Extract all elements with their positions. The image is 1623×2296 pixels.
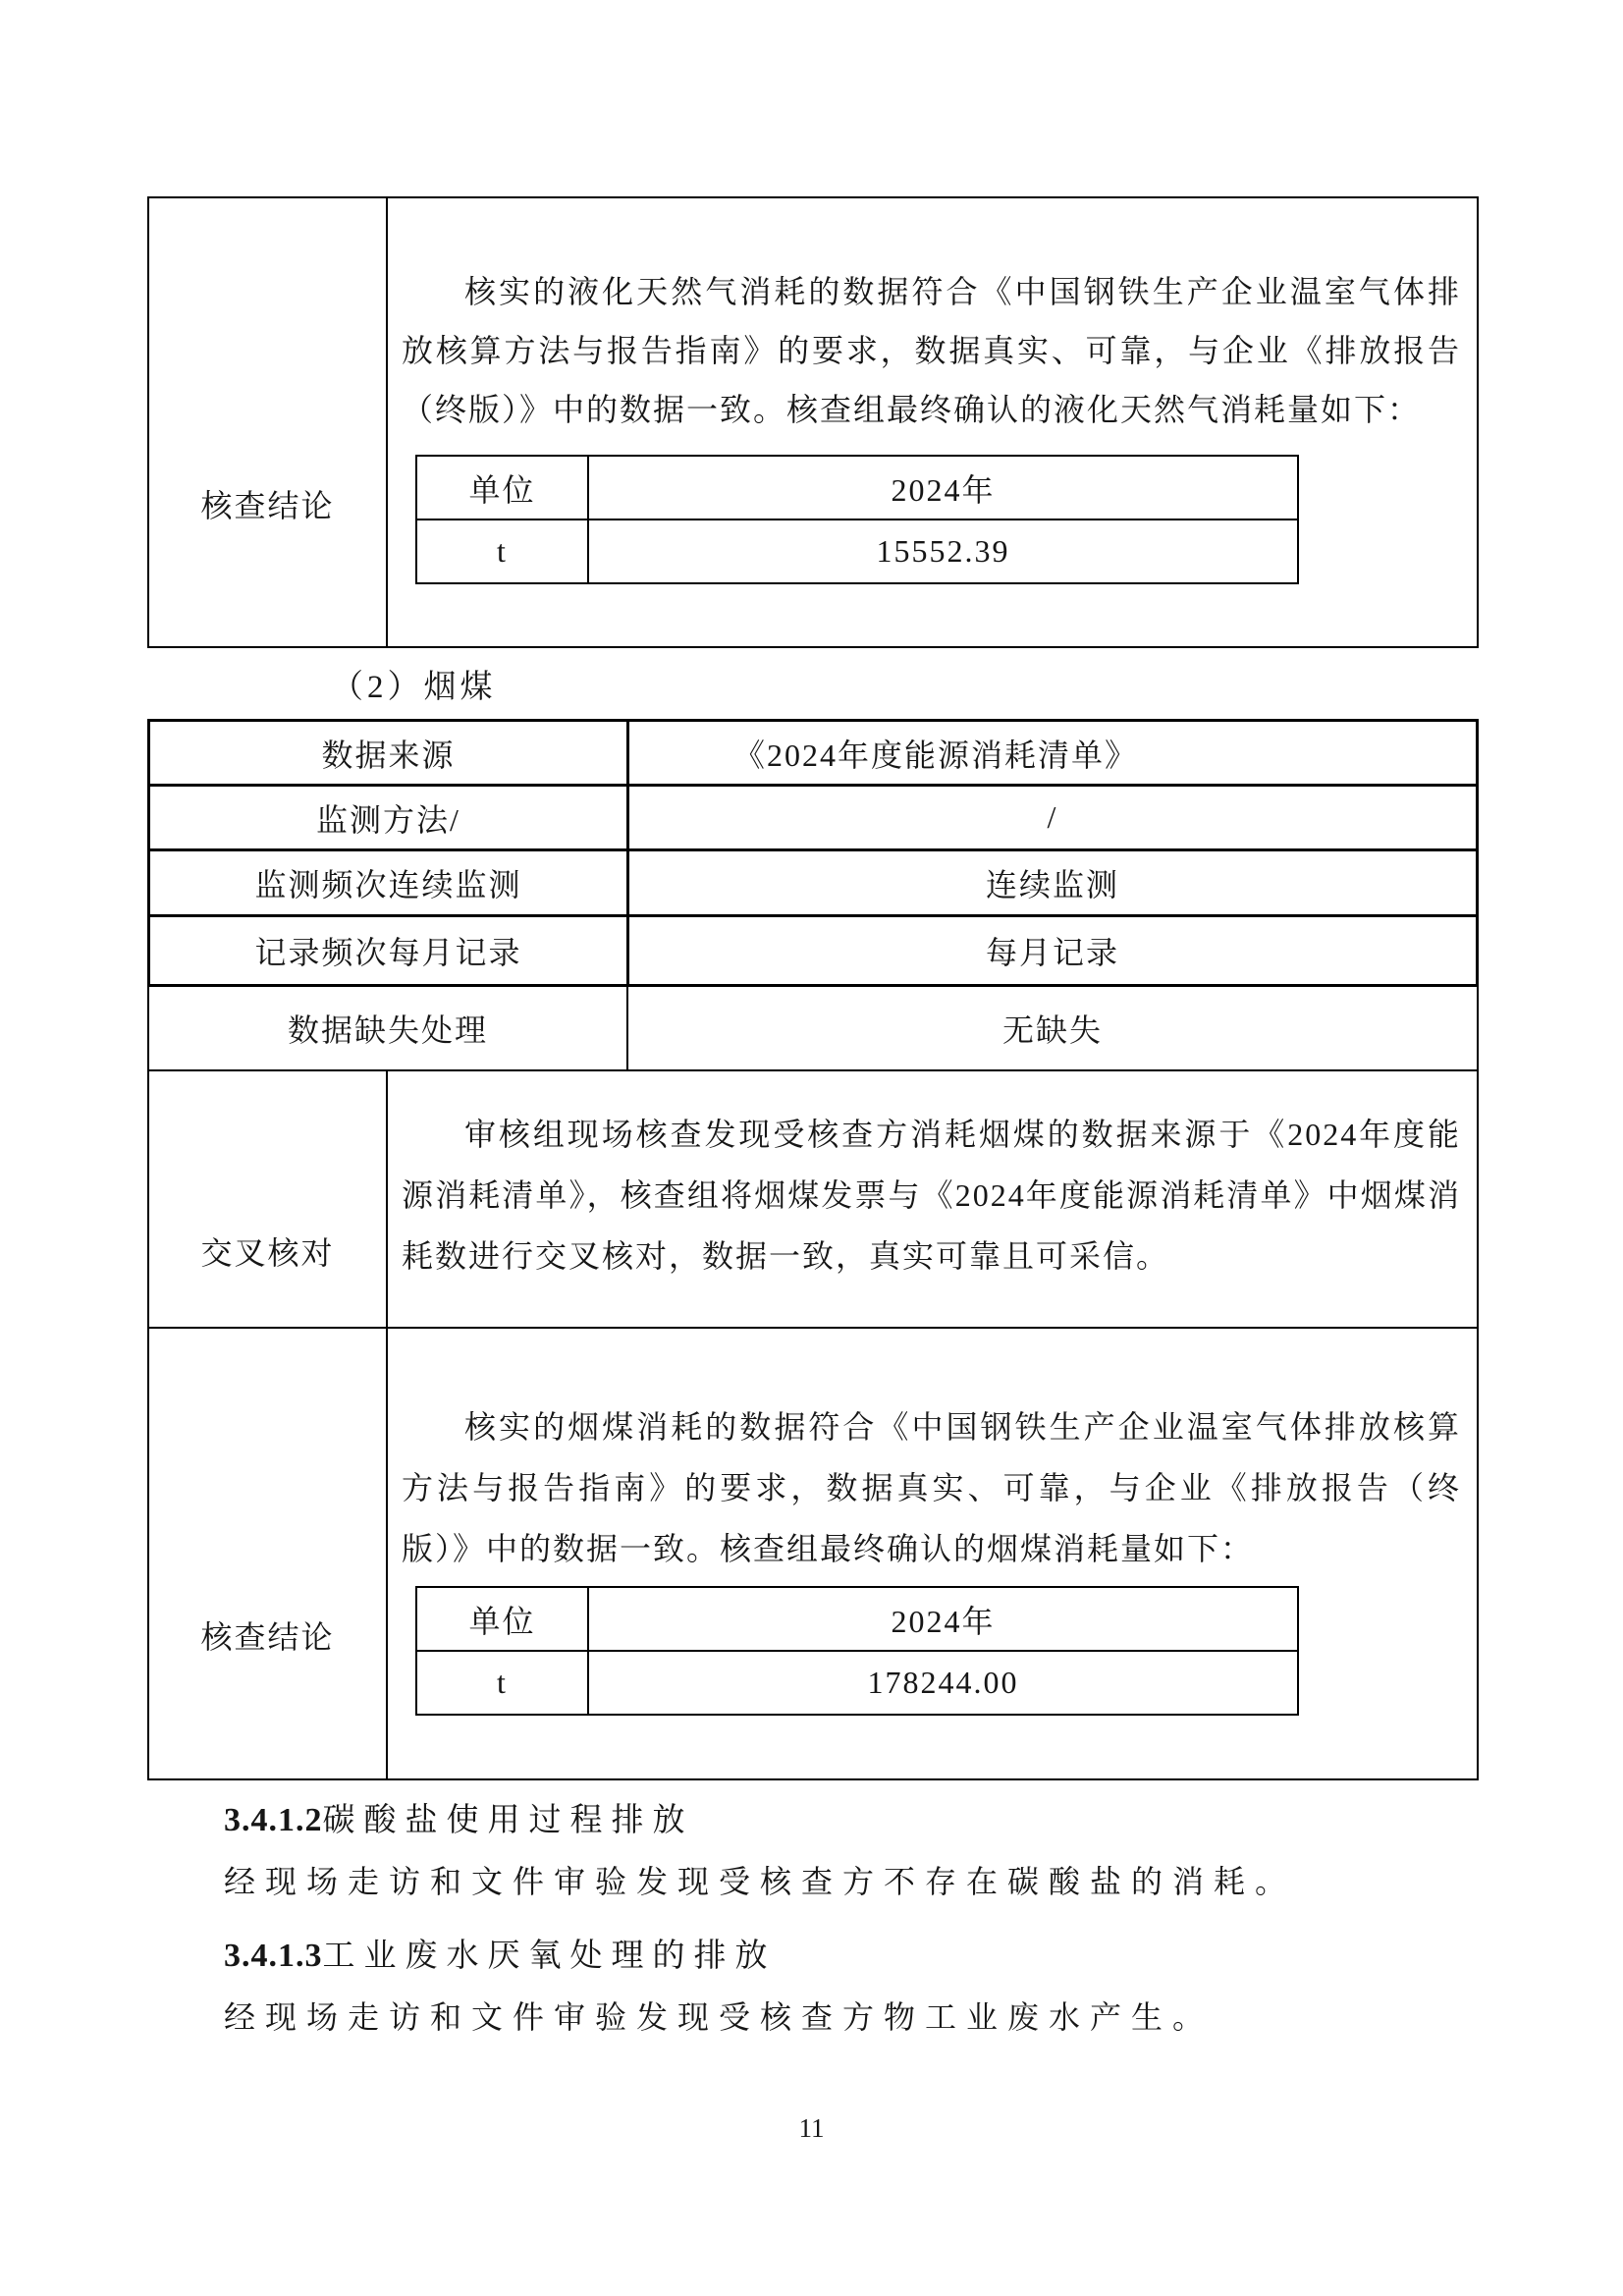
coal-conclusion-content-cell [388,1329,1477,1778]
table-row [149,987,1477,1071]
data-source-label: 数据来源 [321,737,456,773]
table-row [416,519,1298,583]
lng-conclusion-label: 核查结论 [200,488,335,523]
unit-value-cell: t [416,1651,588,1715]
coal-conclusion-label: 核查结论 [200,1619,335,1655]
monitoring-frequency-value: 连续监测 [985,867,1119,902]
table-row [150,787,1476,851]
table-row [416,1587,1298,1651]
record-frequency-value: 每月记录 [985,935,1119,970]
section-number: 3.4.1.2 [224,1802,323,1838]
table-row [416,1651,1298,1715]
cross-check-label: 交叉核对 [200,1235,335,1271]
coal-section-heading: （2）烟煤 [331,669,497,705]
lng-conclusion-content-cell [388,198,1477,646]
lng-conclusion-table [147,196,1479,648]
coal-conclusion-row [149,1329,1477,1778]
missing-data-label: 数据缺失处理 [287,1012,488,1048]
lng-conclusion-label-cell [149,198,388,646]
unit-header-cell: 单位 [416,456,588,519]
table-row [150,722,1476,787]
table-row [150,851,1476,917]
record-frequency-label-cell [150,917,629,984]
monitoring-method-label: 监测方法/ [316,801,460,838]
bottom-sections [224,1790,1479,2048]
data-source-value: 《2024年度能源消耗清单》 [732,737,1138,773]
section-body-3412: 经现场走访和文件审验发现受核查方不存在碳酸盐的消耗。 [224,1864,1297,1899]
monitoring-frequency-label-cell [150,851,629,914]
unit-value-cell: t [416,519,588,583]
year-header-cell: 2024年 [588,456,1298,519]
section-title: 工业废水厌氧处理的排放 [322,1939,777,1974]
coal-consumption-table [415,1586,1299,1716]
section-body-3413: 经现场走访和文件审验发现受核查方物工业废水产生。 [224,1999,1215,2035]
coal-conclusion-paragraph: 核实的烟煤消耗的数据符合《中国钢铁生产企业温室气体排放核算方法与报告指南》的要求，数据真实、可靠，与企业《排放报告（终版）》中的数据一致。核查组最终确认的烟煤消耗量如下： [402,1409,1461,1566]
section-number: 3.4.1.3 [224,1938,323,1974]
missing-data-label-cell [149,987,628,1069]
monitoring-method-label-cell [150,787,629,848]
cross-check-paragraph: 审核组现场核查发现受核查方消耗烟煤的数据来源于《2024年度能源消耗清单》，核查组将烟煤发票与《2024年度能源消耗清单》中烟煤消耗数进行交叉核对，数据一致，真实可靠且可采信。 [402,1117,1461,1274]
coal-info-table [147,719,1479,987]
year-header-cell: 2024年 [588,1587,1298,1651]
coal-amount-cell: 178244.00 [588,1651,1298,1715]
cross-check-label-cell [149,1071,388,1327]
cross-check-content-cell [388,1071,1477,1327]
section-title: 碳酸盐使用过程排放 [322,1803,694,1838]
table-row [416,456,1298,519]
missing-data-value: 无缺失 [1001,1012,1103,1048]
section-heading-3413 [224,1926,1479,1987]
lng-consumption-table [415,455,1299,584]
page-number: 11 [798,2113,825,2143]
lng-amount-cell: 15552.39 [588,519,1298,583]
data-source-label-cell [150,722,629,784]
coal-verification-table [147,987,1479,1780]
monitoring-frequency-label: 监测频次连续监测 [254,867,522,902]
page-content [147,196,1479,2048]
unit-header-cell: 单位 [416,1587,588,1651]
monitoring-method-value: / [1047,799,1058,835]
table-row [150,917,1476,984]
section-heading-3412 [224,1790,1479,1851]
cross-check-row [149,1071,1477,1329]
record-frequency-label: 记录频次每月记录 [254,935,522,970]
lng-conclusion-paragraph: 核实的液化天然气消耗的数据符合《中国钢铁生产企业温室气体排放核算方法与报告指南》的要求，数据真实、可靠，与企业《排放报告（终版）》中的数据一致。核查组最终确认的液化天然气消耗量如下： [402,274,1461,427]
coal-conclusion-label-cell [149,1329,388,1778]
